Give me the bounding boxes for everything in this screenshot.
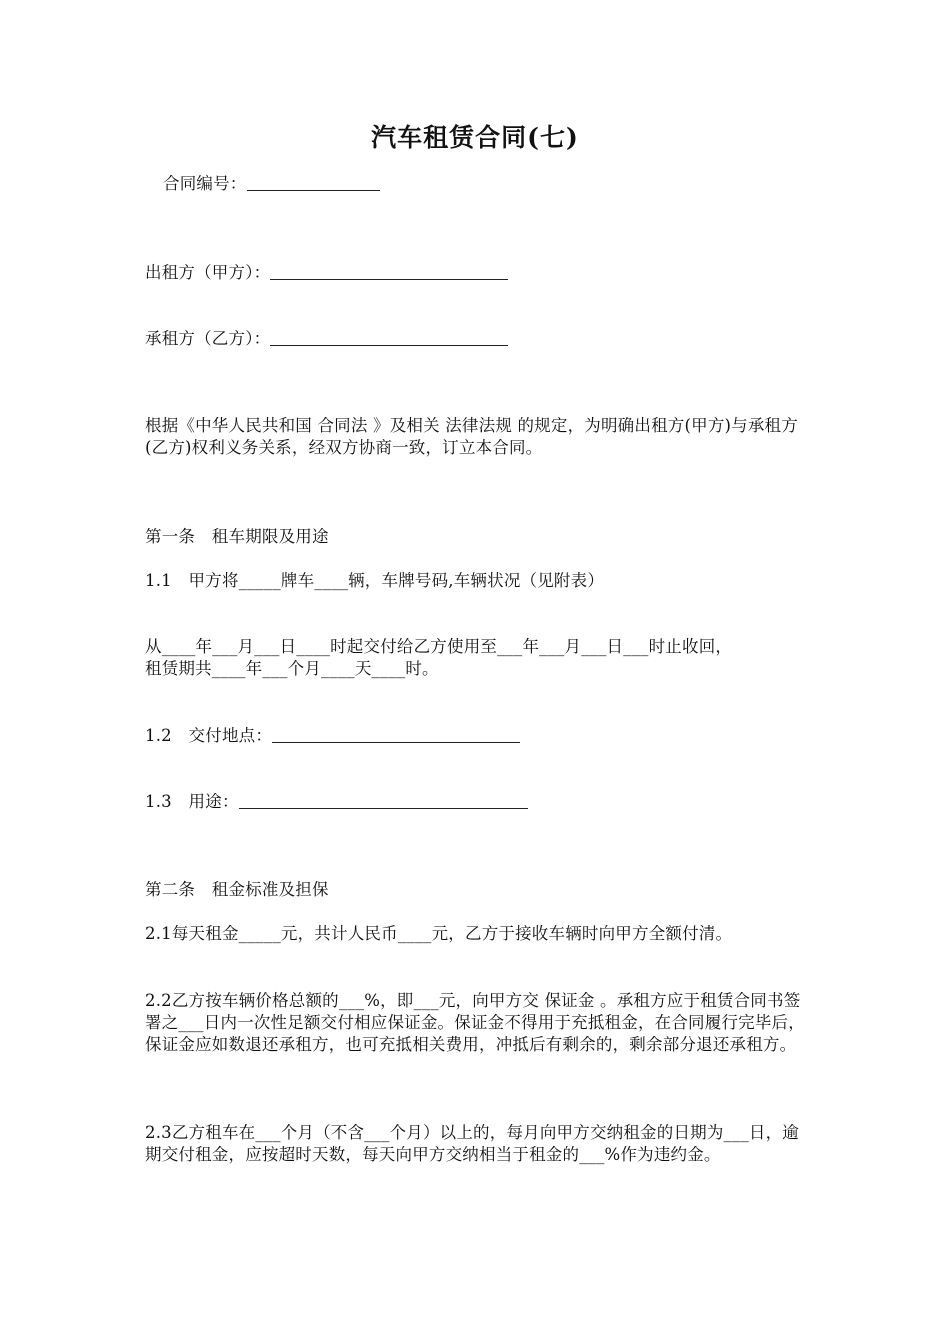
clause-1-1: 1.1 甲方将_____牌车____辆，车牌号码,车辆状况（见附表）: [145, 571, 605, 590]
preamble-paragraph: 根据《中华人民共和国 合同法 》及相关 法律法规 的规定，为明确出租方(甲方)与承租方(乙方)权利义务关系，经双方协商一致，订立本合同。: [145, 416, 798, 457]
document-title: 汽车租赁合同(七): [371, 123, 579, 152]
rental-period-line-1: 从____年___月___日____时起交付给乙方使用至___年___月___日___时止收回，: [145, 637, 733, 656]
lessee-blank[interactable]: [270, 329, 508, 346]
rental-period-line-2: 租赁期共____年___个月____天____时。: [145, 659, 439, 678]
lessee-label: 承租方（乙方）：: [145, 329, 271, 348]
lessor-label: 出租方（甲方）：: [145, 263, 271, 282]
lessee-line: [145, 328, 508, 350]
contract-number-blank[interactable]: [247, 174, 380, 191]
clause-1-2-line: [145, 725, 520, 747]
usage-label: 1.3 用途：: [145, 792, 239, 811]
clause-1-3-line: [145, 791, 528, 813]
clause-2-2: 2.2乙方按车辆价格总额的___%，即___元，向甲方交 保证金 。承租方应于租赁合同书签署之___日内一次性足额交付相应保证金。保证金不得用于充抵租金，在合同履行完毕后，保证金应如数退还承租方，也可充抵相关费用，冲抵后有剩余的，剩余部分退还承租方。: [145, 991, 805, 1054]
delivery-location-label: 1.2 交付地点：: [145, 726, 273, 745]
lessor-blank[interactable]: [270, 263, 508, 280]
lessor-line: [145, 262, 508, 284]
delivery-location-blank[interactable]: [272, 726, 520, 743]
usage-blank[interactable]: [239, 792, 528, 809]
article1-heading: 第一条 租车期限及用途: [145, 527, 329, 546]
contract-number-label: 合同编号：: [163, 174, 247, 193]
clause-2-1: 2.1每天租金_____元，共计人民币____元，乙方于接收车辆时向甲方全额付清。: [145, 924, 733, 943]
clause-2-3: 2.3乙方租车在___个月（不含___个月）以上的，每月向甲方交纳租金的日期为___日，逾期交付租金，应按超时天数，每天向甲方交纳相当于租金的___%作为违约金。: [145, 1123, 799, 1164]
article2-heading: 第二条 租金标准及担保: [145, 880, 329, 899]
contract-number-line: [163, 173, 380, 195]
